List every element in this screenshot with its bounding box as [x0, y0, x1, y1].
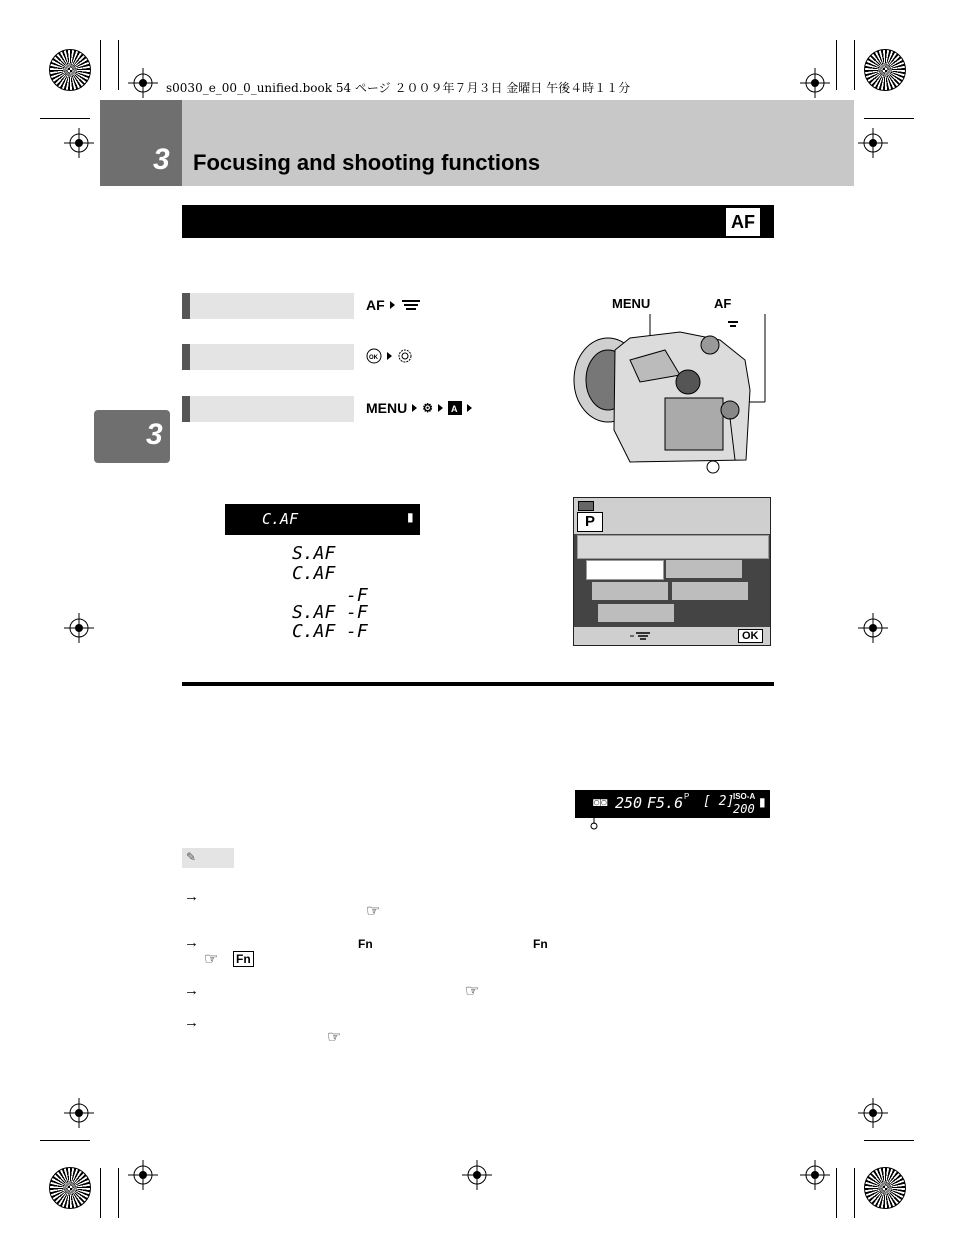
- section-title-bar: [182, 205, 774, 238]
- menu-option[interactable]: [592, 582, 668, 600]
- arrow-right-icon: [467, 404, 472, 412]
- arrow-right-icon: [438, 404, 443, 412]
- method-steps-3: [366, 400, 472, 416]
- crop-line: [864, 118, 914, 119]
- registration-target-icon: [858, 128, 888, 158]
- menu-title-row: [577, 535, 769, 559]
- control-panel-lcd: [225, 504, 420, 535]
- camera-illustration: [570, 310, 770, 480]
- registration-target-icon: [462, 1160, 492, 1190]
- camera-af-label: AF: [714, 296, 732, 311]
- crop-line: [854, 40, 855, 90]
- vf-shots: [ 2]: [703, 794, 735, 809]
- af-mode-mf: -F: [346, 585, 368, 606]
- note-arrow-1: →: [184, 888, 199, 905]
- chapter-number: 3: [153, 143, 170, 176]
- method-row-1: [182, 293, 354, 319]
- note-arrow-4: →: [184, 1014, 199, 1031]
- color-rosette-icon: [49, 1167, 91, 1209]
- vf-iso-label: ISO-A: [733, 792, 756, 801]
- menu-shooting-mode: P: [577, 512, 603, 532]
- viewfinder-display: [575, 790, 770, 818]
- registration-target-icon: [128, 68, 158, 98]
- callout-pointer: [588, 816, 600, 830]
- section-rule: [182, 682, 774, 686]
- registration-target-icon: [858, 613, 888, 643]
- crop-line: [40, 118, 90, 119]
- vf-program: P: [684, 792, 690, 801]
- fn-boxed-label: Fn: [233, 951, 254, 967]
- method-row-2: [182, 344, 354, 370]
- registration-target-icon: [64, 1098, 94, 1128]
- method-steps-1: [366, 297, 422, 313]
- af-lock-icon: ◙◙: [593, 795, 608, 809]
- crop-line: [118, 1168, 119, 1218]
- af-mode-s-mf: S.AF: [292, 602, 336, 623]
- crop-line: [100, 40, 101, 90]
- af-mode-s-mf-suffix: -F: [346, 602, 368, 623]
- crop-line: [836, 1168, 837, 1218]
- menu-button-label: MENU: [366, 400, 408, 416]
- menu-option[interactable]: [672, 582, 748, 600]
- color-rosette-icon: [864, 49, 906, 91]
- registration-target-icon: [128, 1160, 158, 1190]
- crop-line: [118, 40, 119, 90]
- note-arrow-2: →: [184, 934, 199, 951]
- crop-line: [40, 1140, 90, 1141]
- crop-line: [854, 1168, 855, 1218]
- fn-button-label: Fn: [533, 937, 548, 951]
- arrow-right-icon: [412, 404, 417, 412]
- af-mode-c: C.AF: [292, 563, 336, 584]
- registration-target-icon: [64, 128, 94, 158]
- camera-menu-label: MENU: [612, 296, 651, 311]
- reference-hand-icon: ☞: [366, 903, 381, 920]
- gear-icon: ⚙: [422, 401, 433, 415]
- fn-button-label: Fn: [358, 937, 373, 951]
- method-row-3: [182, 396, 354, 422]
- menu-option[interactable]: [666, 560, 742, 578]
- method-steps-2: [366, 348, 413, 364]
- note-arrow-3: →: [184, 982, 199, 999]
- af-mode-s: S.AF: [292, 543, 336, 564]
- color-rosette-icon: [864, 1167, 906, 1209]
- card-icon: [578, 501, 594, 511]
- af-mode-dial-icon: [628, 631, 652, 641]
- note-header: [182, 848, 234, 868]
- note-icon: ✎: [186, 850, 197, 864]
- menu-option[interactable]: [598, 604, 674, 622]
- monitor-menu-screen: [573, 497, 771, 646]
- crop-line: [864, 1140, 914, 1141]
- reference-hand-icon: ☞: [327, 1029, 342, 1046]
- battery-icon: ▮: [759, 795, 766, 809]
- reference-hand-icon: ☞: [465, 983, 480, 1000]
- battery-icon: ▮: [407, 510, 414, 524]
- vf-shutter-speed: 250: [615, 794, 643, 812]
- crop-line: [100, 1168, 101, 1218]
- af-mode-dial-icon: [400, 298, 422, 312]
- menu-header: [574, 498, 770, 534]
- registration-target-icon: [858, 1098, 888, 1128]
- svg-text:OK: OK: [369, 355, 378, 361]
- af-mode-c-mf-suffix: -F: [346, 621, 368, 642]
- af-mode-c-mf: C.AF: [292, 621, 336, 642]
- section-badge: AF: [726, 208, 760, 236]
- color-rosette-icon: [49, 49, 91, 91]
- vf-iso-value: 200: [733, 802, 755, 816]
- registration-target-icon: [800, 68, 830, 98]
- svg-text:A: A: [451, 404, 458, 414]
- lcd-af-mode: C.AF: [262, 510, 299, 528]
- menu-option-selected[interactable]: [586, 560, 664, 580]
- menu-ok-label: OK: [738, 629, 763, 643]
- print-slug: s0030_e_00_0_unified.book 54 ページ ２００９年７月３日 金曜日 午後４時１１分: [166, 81, 631, 95]
- registration-target-icon: [64, 613, 94, 643]
- arrow-right-icon: [387, 352, 392, 360]
- registration-target-icon: [800, 1160, 830, 1190]
- chapter-title: Focusing and shooting functions: [193, 150, 541, 175]
- dial-icon: [397, 348, 413, 364]
- side-chapter-number: 3: [146, 418, 163, 451]
- custom-menu-icon: [448, 401, 462, 415]
- arrow-right-icon: [390, 301, 395, 309]
- crop-line: [836, 40, 837, 90]
- ok-button-icon: [366, 348, 382, 364]
- reference-hand-icon: ☞: [204, 951, 219, 968]
- af-button-label: AF: [366, 297, 385, 313]
- vf-aperture: F5.6: [647, 794, 684, 812]
